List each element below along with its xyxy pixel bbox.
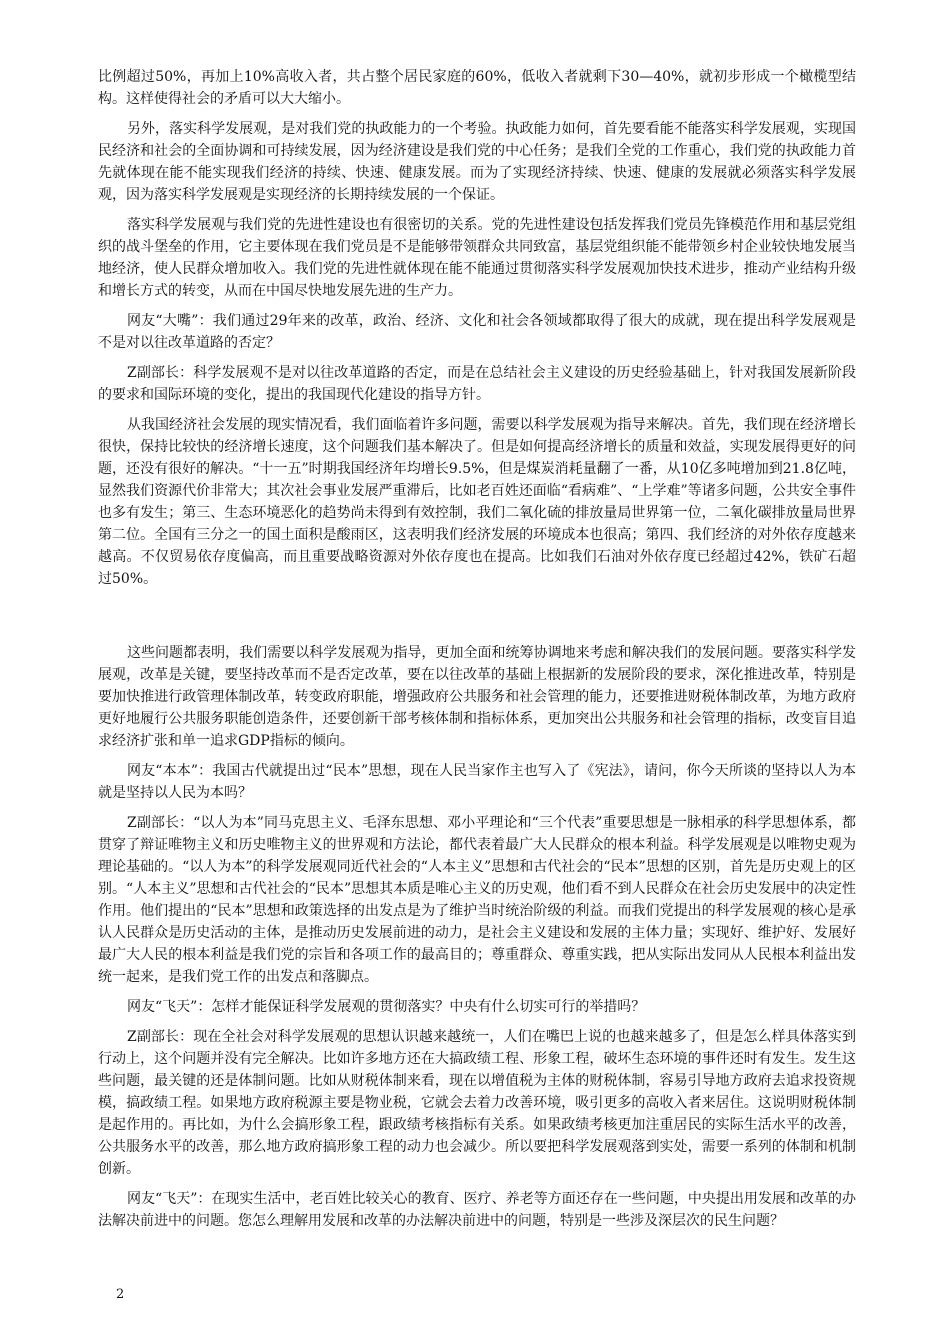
paragraph-10: 网友“飞天”：怎样才能保证科学发展观的贯彻落实？中央有什么切实可行的举措吗？ — [127, 999, 646, 1015]
paragraph-1: 比例超过50%，再加上10%高收入者，共占整个居民家庭的60%，低收入者就剩下30—40%，就初步形成一个橄榄型结构。这样使得社会的矛盾可以大大缩小。 — [98, 69, 856, 107]
paragraph-4: 网友“大嘴”：我们通过29年来的改革，政治、经济、文化和社会各领域都取得了很大的成就，现在提出科学发展观是不是对以往改革道路的否定？ — [98, 313, 856, 351]
paragraph-6: 从我国经济社会发展的现实情况看，我们面临着许多问题，需要以科学发展观为指导来解决。首先，我们现在经济增长很快，保持比较快的经济增长速度，这个问题我们基本解决了。但是如何提高经济增长的质量和效益，实现发展得更好的问题，还没有很好的解决。“十一五”时期我国经济年均增长9.5%，但是煤炭消耗量翻了一番，从10亿多吨增加到21.8亿吨，显然我们资源代价非常大；其次社会事业发展严重滞后，比如老百姓还面临“看病难”、“上学难”等诸多问题，公共安全事件也多有发生；第三、生态环境恶化的趋势尚未得到有效控制，我们二氧化硫的排放量局世界第一位，二氧化碳排放量局世界第二位。全国有三分之一的国土面积是酸雨区，这表明我们经济发展的环境成本也很高；第四、我们经济的对外依存度越来越高。不仅贸易依存度偏高，而且重要战略资源对外依存度也在提高。比如我们石油对外依存度已经超过42%，铁矿石超过50%。 — [98, 417, 856, 587]
paragraph-7: 这些问题都表明，我们需要以科学发展观为指导，更加全面和统筹协调地来考虑和解决我们的发展问题。要落实科学发展观，改革是关键，要坚持改革而不是否定改革，要在以往改革的基础上根据新的发展阶段的要求，深化推进改革，特别是要加快推进行政管理体制改革，转变政府职能，增强政府公共服务和社会管理的能力，还要推进财税体制改革，为地方政府更好地履行公共服务职能创造条件，还要创新干部考核体制和指标体系，更加突出公共服务和社会管理的指标，改变盲目追求经济扩张和单一追求GDP指标的倾向。 — [98, 645, 856, 749]
paragraph-5: Z副部长：科学发展观不是对以往改革道路的否定，而是在总结社会主义建设的历史经验基础上，针对我国发展新阶段的要求和国际环境的变化，提出的我国现代化建设的指导方针。 — [98, 365, 856, 403]
body-text — [98, 66, 856, 1240]
paragraph-3: 落实科学发展观与我们党的先进性建设也有很密切的关系。党的先进性建设包括发挥我们党员先锋模范作用和基层党组织的战斗堡垒的作用，它主要体现在我们党员是不是能够带领群众共同致富，基层党组织能不能带领乡村企业较快地发展当地经济，使人民群众增加收入。我们党的先进性就体现在能不能通过贯彻落实科学发展观加快技术进步，推动产业结构升级和增长方式的转变，从而在中国尽快地发展先进的生产力。 — [98, 217, 856, 299]
paragraph-8: 网友“本本”：我国古代就提出过“民本”思想，现在人民当家作主也写入了《宪法》，请问，你今天所谈的坚持以人为本就是坚持以人民为本吗？ — [98, 763, 856, 801]
paragraph-2: 另外，落实科学发展观，是对我们党的执政能力的一个考验。执政能力如何，首先要看能不能落实科学发展观，实现国民经济和社会的全面协调和可持续发展，因为经济建设是我们党的中心任务；是我们全党的工作重心，我们党的执政能力首先就体现在能不能实现我们经济的持续、快速、健康发展。而为了实现经济持续、快速、健康的发展就必须落实科学发展观，因为落实科学发展观是实现经济的长期持续发展的一个保证。 — [98, 121, 856, 203]
page-number: 2 — [116, 1287, 125, 1302]
paragraph-12: 网友“飞天”：在现实生活中，老百姓比较关心的教育、医疗、养老等方面还存在一些问题，中央提出用发展和改革的办法解决前进中的问题。您怎么理解用发展和改革的办法解决前进中的问题，特别是一些涉及深层次的民生问题？ — [98, 1191, 856, 1229]
paragraph-11: Z副部长：现在全社会对科学发展观的思想认识越来越统一，人们在嘴巴上说的也越来越多了，但是怎么样具体落实到行动上，这个问题并没有完全解决。比如许多地方还在大搞政绩工程、形象工程，破坏生态环境的事件还时有发生。发生这些问题，最关键的还是体制问题。比如从财税体制来看，现在以增值税为主体的财税体制，容易引导地方政府去追求投资规模，搞政绩工程。如果地方政府税源主要是物业税，它就会去着力改善环境，吸引更多的高收入者来居住。这说明财税体制是起作用的。再比如，为什么会搞形象工程，跟政绩考核指标有关系。如果政绩考核更加注重居民的实际生活水平的改善，公共服务水平的改善，那么地方政府搞形象工程的动力也会减少。所以要把科学发展观落到实处，需要一系列的体制和机制创新。 — [98, 1029, 856, 1177]
paragraph-9: Z副部长：“以人为本”同马克思主义、毛泽东思想、邓小平理论和“三个代表”重要思想是一脉相承的科学思想体系，都贯穿了辩证唯物主义和历史唯物主义的世界观和方法论，都代表着最广大人民群众的根本利益。科学发展观是以唯物史观为理论基础的。“以人为本”的科学发展观同近代社会的“人本主义”思想和古代社会的“民本”思想的区别，首先是历史观上的区别。“人本主义”思想和古代社会的“民本”思想其本质是唯心主义的历史观，他们看不到人民群众在社会历史发展中的决定性作用。他们提出的“民本”思想和政策选择的出发点是为了维护当时统治阶级的利益。而我们党提出的科学发展观的核心是承认人民群众是历史活动的主体，是推动历史发展前进的动力，是社会主义建设和发展的主体力量；实现好、维护好、发展好最广大人民的根本利益是我们党的宗旨和各项工作的最高目的；尊重群众、尊重实践，把从实际出发同从人民根本利益出发统一起来，是我们党工作的出发点和落脚点。 — [98, 815, 856, 985]
